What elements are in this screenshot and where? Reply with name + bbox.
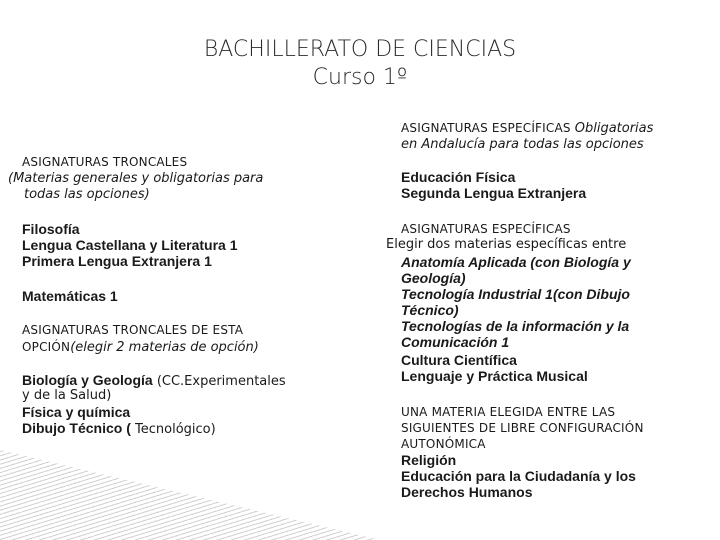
item-anatomia-line-2: Geología) xyxy=(401,270,466,286)
libre-line-1: UNA MATERIA ELEGIDA ENTRE LAS xyxy=(401,405,616,419)
item-tic-line-2: Comunicación 1 xyxy=(401,334,510,350)
especificas2-heading: ASIGNATURAS ESPECÍFICAS xyxy=(401,222,571,236)
title-line-1: BACHILLERATO DE CIENCIAS xyxy=(203,37,517,62)
dibujo-option: Tecnológico) xyxy=(130,422,216,437)
item-primera-lengua: Primera Lengua Extranjera 1 xyxy=(22,253,212,269)
especificas2-line-2: Elegir dos materias específicas entre xyxy=(386,237,627,252)
title-line-2: Curso 1º xyxy=(312,65,408,90)
item-religion: Religión xyxy=(401,452,457,468)
dibujo-name: Dibujo Técnico ( xyxy=(22,420,131,436)
item-tecnologia: Tecnología Industrial 1(con Dibujo xyxy=(401,286,630,302)
libre-line-3: AUTONÓMICA xyxy=(401,437,486,451)
biologia-option: (CC.Experimentales xyxy=(152,374,286,389)
opcion-caps: OPCIÓN xyxy=(22,340,71,354)
decorative-stripe xyxy=(0,450,380,540)
item-fisica: Física y química xyxy=(22,404,131,420)
troncales-note-line-1: (Materias generales y obligatorias para xyxy=(8,171,264,186)
especificas-obligatorias: Obligatorias xyxy=(574,121,654,136)
opcion-note: (elegir 2 materias de opción) xyxy=(70,340,259,355)
troncales-opcion-line-1: ASIGNATURAS TRONCALES DE ESTA xyxy=(22,323,244,337)
item-dibujo xyxy=(22,420,216,438)
item-filosofia: Filosofía xyxy=(22,221,80,237)
item-ciudadania-line-2: Derechos Humanos xyxy=(401,484,533,500)
troncales-opcion-line-2 xyxy=(22,339,259,356)
item-educacion-fisica: Educación Física xyxy=(401,169,516,185)
item-segunda-lengua: Segunda Lengua Extranjera xyxy=(401,185,587,201)
item-matematicas: Matemáticas 1 xyxy=(22,288,118,304)
item-lenguaje-musical: Lenguaje y Práctica Musical xyxy=(401,368,588,384)
item-ciudadania: Educación para la Ciudadanía y los xyxy=(401,468,636,484)
item-tecnologia-line-2: Técnico) xyxy=(401,302,459,318)
biologia-name: Biología y Geología xyxy=(22,372,153,388)
especificas-caps: ASIGNATURAS ESPECÍFICAS xyxy=(401,121,575,135)
item-tic: Tecnologías de la información y la xyxy=(401,318,630,334)
troncales-note-line-2: todas las opciones) xyxy=(24,187,150,202)
item-cultura: Cultura Científica xyxy=(401,352,517,368)
libre-line-2: SIGUIENTES DE LIBRE CONFIGURACIÓN xyxy=(401,421,644,435)
troncales-heading: ASIGNATURAS TRONCALES xyxy=(22,155,188,169)
item-lengua: Lengua Castellana y Literatura 1 xyxy=(22,237,238,253)
especificas-line-2: en Andalucía para todas las opciones xyxy=(401,137,644,152)
especificas-heading xyxy=(401,120,653,137)
item-biologia-line-2: y de la Salud) xyxy=(22,388,112,403)
item-anatomia: Anatomía Aplicada (con Biología y xyxy=(401,254,631,270)
